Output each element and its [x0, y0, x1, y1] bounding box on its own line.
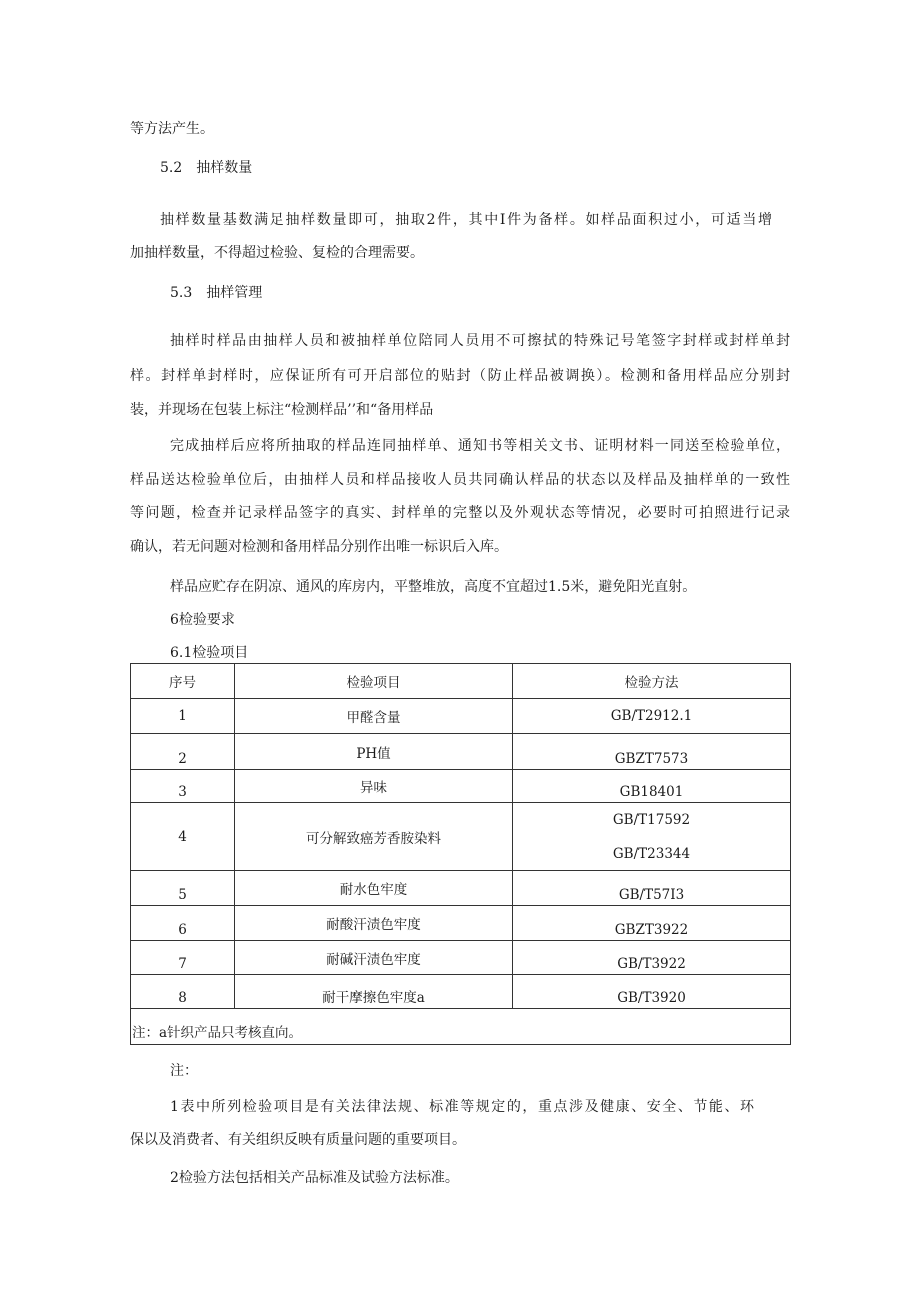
- row-method: GB18401: [513, 770, 791, 803]
- table-footnote: 注：a针织产品只考核直向。: [131, 1009, 791, 1045]
- paragraph-after-sampling-cont: 确认，若无问题对检测和备用样品分别作出唯一标识后入库。: [130, 539, 508, 555]
- header-item: 检验项目: [235, 664, 513, 699]
- row-method-line: GB/T17592: [612, 811, 691, 828]
- section-heading-6: 6检验要求: [170, 612, 235, 628]
- table-row: [131, 699, 791, 734]
- row-method: GB/T2912.1: [513, 699, 791, 734]
- paragraph-sample-quantity-cont: 加抽样数量，不得超过检验、复检的合理需要。: [130, 245, 424, 261]
- paragraph-after-sampling-cont: 等问题，检查并记录样品签字的真实、封样单的完整以及外观状态等情况，必要时可拍照进行记录: [130, 505, 790, 521]
- row-item: 可分解致癌芳香胺染料: [235, 803, 513, 871]
- row-method: [513, 803, 791, 871]
- row-item: 异味: [235, 770, 513, 803]
- table-row: [131, 975, 791, 1009]
- row-method-line: GB/T23344: [612, 845, 691, 862]
- row-no: 5: [131, 871, 235, 906]
- section-heading-5-2: 5.2 抽样数量: [160, 160, 253, 176]
- row-no: 2: [131, 734, 235, 770]
- row-no: 8: [131, 975, 235, 1009]
- row-item: 耐酸汗渍色牢度: [235, 906, 513, 941]
- table-footnote-row: [131, 1009, 791, 1045]
- row-item: 耐干摩擦色牢度a: [235, 975, 513, 1009]
- inspection-items-table: [130, 663, 791, 1045]
- table-row: [131, 734, 791, 770]
- row-no: 7: [131, 941, 235, 975]
- row-no: 3: [131, 770, 235, 803]
- paragraph-after-sampling-cont: 样品送达检验单位后，由抽样人员和样品接收人员共同确认样品的状态以及样品及抽样单的一致性: [130, 472, 790, 488]
- row-no: 1: [131, 699, 235, 734]
- row-method: GB/T57I3: [513, 871, 791, 906]
- row-item: 耐碱汗渍色牢度: [235, 941, 513, 975]
- row-method: GBZT3922: [513, 906, 791, 941]
- paragraph-continuation: 等方法产生。: [130, 121, 214, 137]
- row-item: 耐水色牢度: [235, 871, 513, 906]
- paragraph-sample-management-cont: 装，并现场在包装上标注“检测样品’’和“备用样品: [130, 402, 434, 418]
- table-row: [131, 941, 791, 975]
- paragraph-storage: 样品应贮存在阴凉、通风的库房内，平整堆放，高度不宜超过1.5米，避免阳光直射。: [170, 579, 697, 595]
- paragraph-sample-management-cont: 样。封样单封样时，应保证所有可开启部位的贴封（防止样品被调换）。检测和备用样品应分别封: [130, 368, 790, 384]
- row-method: GB/T3922: [513, 941, 791, 975]
- row-no: 6: [131, 906, 235, 941]
- section-heading-5-3: 5.3 抽样管理: [170, 285, 263, 301]
- table-row: [131, 770, 791, 803]
- row-method: GBZT7573: [513, 734, 791, 770]
- table-row: [131, 803, 791, 871]
- table-row: [131, 871, 791, 906]
- row-no: 4: [131, 803, 235, 871]
- note-2: 2检验方法包括相关产品标准及试验方法标准。: [170, 1170, 459, 1186]
- note-1: 1表中所列检验项目是有关法律法规、标准等规定的，重点涉及健康、安全、节能、环: [170, 1099, 754, 1115]
- header-method: 检验方法: [513, 664, 791, 699]
- notes-heading: 注：: [170, 1063, 198, 1079]
- row-method: GB/T3920: [513, 975, 791, 1009]
- section-heading-6-1: 6.1检验项目: [170, 645, 249, 661]
- header-no: 序号: [131, 664, 235, 699]
- note-1-cont: 保以及消费者、有关组织反映有质量问题的重要项目。: [130, 1132, 466, 1148]
- paragraph-after-sampling: 完成抽样后应将所抽取的样品连同抽样单、通知书等相关文书、证明材料一同送至检验单位，: [170, 438, 790, 454]
- paragraph-sample-quantity: 抽样数量基数满足抽样数量即可，抽取2件，其中I件为备样。如样品面积过小，可适当增: [160, 212, 772, 228]
- paragraph-sample-management: 抽样时样品由抽样人员和被抽样单位陪同人员用不可擦拭的特殊记号笔签字封样或封样单封: [170, 333, 790, 349]
- row-item: PH值: [235, 734, 513, 770]
- table-row: [131, 906, 791, 941]
- table-header-row: [131, 664, 791, 699]
- row-item: 甲醛含量: [235, 699, 513, 734]
